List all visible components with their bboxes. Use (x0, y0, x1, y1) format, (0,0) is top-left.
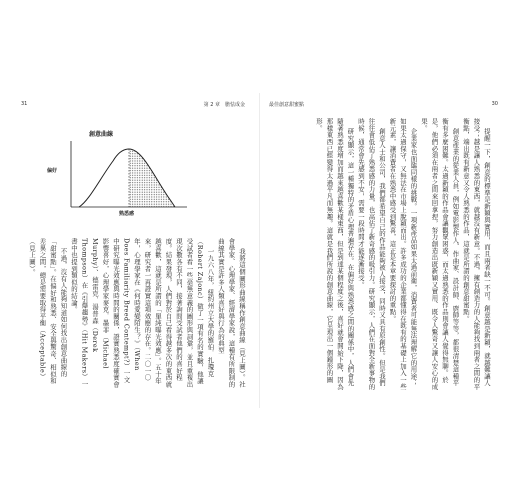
body-paragraph: 企業家也面臨同樣的挑戰。一項新產品如果太過前衛，消費者可能無法理解它的用途；如果太過保守，又無法在市場上脫穎而出。許多成功的企業都懂得在既有的基礎上加入一些新元素，讓消費者在熟悉中感受到驚喜，這正是本章要探討的重點。 (388, 118, 418, 390)
figure-title: 創意曲線 (89, 131, 114, 138)
body-paragraph: 創意人士和公司，我們都希望自己的作品能夠被人接受，同時又具有原創性。但是我們往往會低估了熟悉感的力量，也高估了新奇感的吸引力。研究顯示，人們在面對全新事物的時候，通常會先感到不安，需要一段時間才能逐漸接受。 (357, 118, 386, 390)
right-page-body-text (272, 118, 492, 393)
body-paragraph: 一九六八年，紐約州立大學的羅伯．扎瓊克（Robert Zajonc）做了一項有名的實驗，他讓受試者看一些毫無意義的圖形與詞彙，並且重複出現次數各有不同，接著詢問受試者他們的喜好程度。結果發現，人們對於自己看得越多次的東西就越喜歡，這就是所謂的「單純曝光效應」。五十年來，研究者一再證實這項效應的存在。二〇一〇年，心理學家在《何時愛變陌生？》（When Does Familiarity Breed Contempt?）一文中研究曝光效應與時間的關係，證實熟悉度確實會影響喜好，心理學家麥克．墨菲（Michael Murphy）、德雷克．湯普森（Derek Thompson）在《引爆趨勢》（Hit Makers）一書中也提到類似的結論。 (70, 238, 215, 388)
right-page-number: 30 (491, 101, 498, 107)
left-running-head: 第 2 章 膽怯成金 (203, 102, 245, 108)
creativity-curve-graphic (57, 131, 197, 221)
left-page (17, 93, 259, 408)
left-page-body-text (29, 238, 247, 388)
figure-x-label: 熟悉感 (119, 211, 135, 217)
body-paragraph: 研究顯示，這一種獨特的矛盾心理普遍存在。在偏好與熟悉感之間的關係中，人們會先隨著熟悉度增加而越來越喜歡某樣東西，但是到達某個程度之後，喜好就會開始下降，因為那樣東西已經變得太過平凡而無趣。這就是我們所說的創意曲線，它呈現出一個鐘形的圖形。 (315, 118, 355, 390)
figure-y-label: 偏好 (47, 168, 58, 174)
curve-dotted-fill (129, 149, 175, 207)
right-page (260, 93, 502, 408)
creativity-curve-figure (47, 131, 197, 221)
body-paragraph: 我將這個圖形曲線稱作創意曲線（見上圖）。社會學家、心理學家、經濟學家說，這種有所限制的曲線其實是許多人類喜好與行為的典型 (217, 238, 246, 388)
body-paragraph: 創意產業的從業人員，例如電影製作人、作曲家、設計師、廚師等等，都很清楚這種平衡有多麼困難。太過新穎的作品會讓觀眾困惑，而太過熟悉的作品則會讓人覺得無聊。於是，他們必須在兩者之間來回拿捏，努力創造出既新穎又實用、既令人驚奇又讓人安心的成果。 (420, 118, 460, 390)
body-paragraph: 不過，沒有人能夠知道如何找出創意曲線的「甜蜜點」。在偏好和熟悉、安全與驚奇、相似和差異之間，總是需要取得平衡（Acceptable）（見上圖）。 (28, 238, 68, 385)
book-spread (17, 93, 502, 408)
left-page-number: 31 (21, 101, 28, 107)
body-paragraph: 提醒一下，創意的標準是新穎與實用，而且兩者缺一不可。創意越是新穎，就越難讓人接受；越是讓人熟悉的東西，就越沒有新意。不過，擁有創造力的人能夠找到兩者之間的平衡點，端出既有新意又令人熟悉的作品，這就是所謂的創意甜蜜點。 (462, 118, 491, 390)
right-running-head: 最佳創意甜蜜點 (269, 102, 305, 108)
